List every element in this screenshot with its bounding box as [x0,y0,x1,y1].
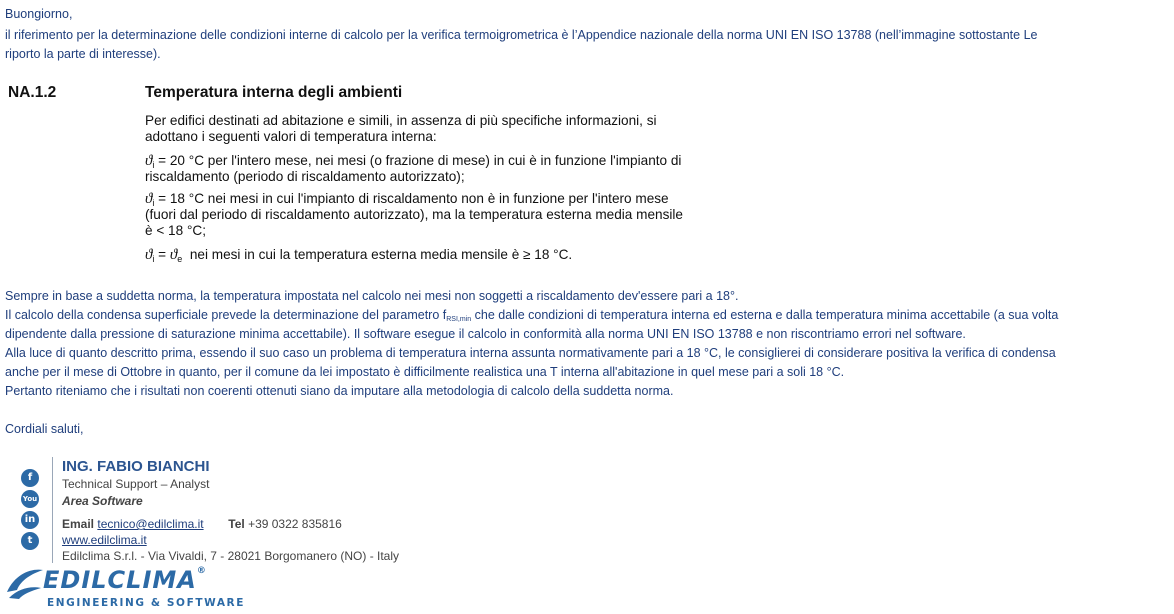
excerpt-line-5: $ϑ_i = 18$ °C nei mesi in cui l'impianto di riscaldamento non è in funzione per l'intero mese [145,191,669,208]
tel-value: +39 0322 835816 [248,517,342,531]
signature-dept: Area Software [62,494,143,508]
excerpt-title: Temperatura interna degli ambienti [145,84,403,101]
excerpt-line-7: è < 18 °C; [145,223,206,238]
logo-tagline: ENGINEERING & SOFTWARE [47,597,246,609]
excerpt-line-3: $ϑ_i = 20$ °C per l'intero mese, nei mesi (o frazione di mese) in cui è in funzione l'impianto di [145,153,682,170]
facebook-icon[interactable]: f [21,469,39,487]
logo-brand: EDILCLIMA® [43,566,207,594]
excerpt-line-2: adottano i seguenti valori di temperatura interna: [145,129,437,144]
body-line-5: anche per il mese di Ottobre in quanto, per il comune da lei impostato è difficilmente realistica una T interna all'abitazione in quel mese pari a soli 18 °C. [5,365,845,379]
intro-line-2: riporto la parte di interesse). [5,47,161,61]
excerpt-code: NA.1.2 [8,84,57,101]
linkedin-icon[interactable]: in [21,511,39,529]
email-label: Email [62,517,95,531]
body-line-2: Il calcolo della condensa superficiale prevede la determinazione del parametro fRSI,min che dalle condizioni di temperatura interna ed esterna e dalla temperatura minima accettabile (a sua volta [5,308,1059,323]
greeting: Buongiorno, [5,7,73,21]
email-link[interactable]: tecnico@edilclima.it [97,517,204,531]
tel-label: Tel [228,517,245,531]
excerpt-line-8: $ϑ_i = ϑ_e$ nei mesi in cui la temperatura esterna media mensile è ≥ 18 °C. [145,247,573,264]
closing: Cordiali saluti, [5,422,84,436]
excerpt-line-4: riscaldamento (periodo di riscaldamento autorizzato); [145,169,465,184]
signature-divider [52,457,53,563]
body-line-1: Sempre in base a suddetta norma, la temperatura impostata nel calcolo nei mesi non soggetti a riscaldamento dev'essere pari a 18°. [5,289,739,303]
company-address: Edilclima S.r.l. - Via Vivaldi, 7 - 28021 Borgomanero (NO) - Italy [62,549,400,563]
website-link[interactable]: www.edilclima.it [62,533,147,547]
signature-role: Technical Support – Analyst [62,477,210,491]
excerpt-line-1: Per edifici destinati ad abitazione e simili, in assenza di più specifiche informazioni, si [145,113,657,128]
signature-contact [62,517,342,531]
signature-name: ING. FABIO BIANCHI [62,458,210,475]
website-row [62,533,147,547]
body-line-3: dipendente dalla pressione di saturazione minima accettabile). Il software esegue il calcolo in conformità alla norma UNI EN ISO 13788 e non riscontriamo errori nel software. [5,327,966,341]
intro-line-1: il riferimento per la determinazione delle condizioni interne di calcolo per la verifica termoigrometrica è l’Appendice nazionale della norma UNI EN ISO 13788 (nell’immagine sottostante Le [5,28,1038,42]
twitter-icon[interactable]: t [21,532,39,550]
edilclima-swoosh-icon [5,566,45,600]
excerpt-line-6: (fuori dal periodo di riscaldamento autorizzato), ma la temperatura esterna media mensile [145,207,683,222]
body-line-6: Pertanto riteniamo che i risultati non coerenti ottenuti siano da imputare alla metodologia di calcolo della suddetta norma. [5,384,674,398]
edilclima-logo [5,564,246,610]
body-line-4: Alla luce di quanto descritto prima, essendo il suo caso un problema di temperatura interna assunta normativamente pari a 18 °C, le consiglierei di considerare positiva la verifica di condensa [5,346,1056,360]
youtube-icon[interactable]: You [21,490,39,508]
